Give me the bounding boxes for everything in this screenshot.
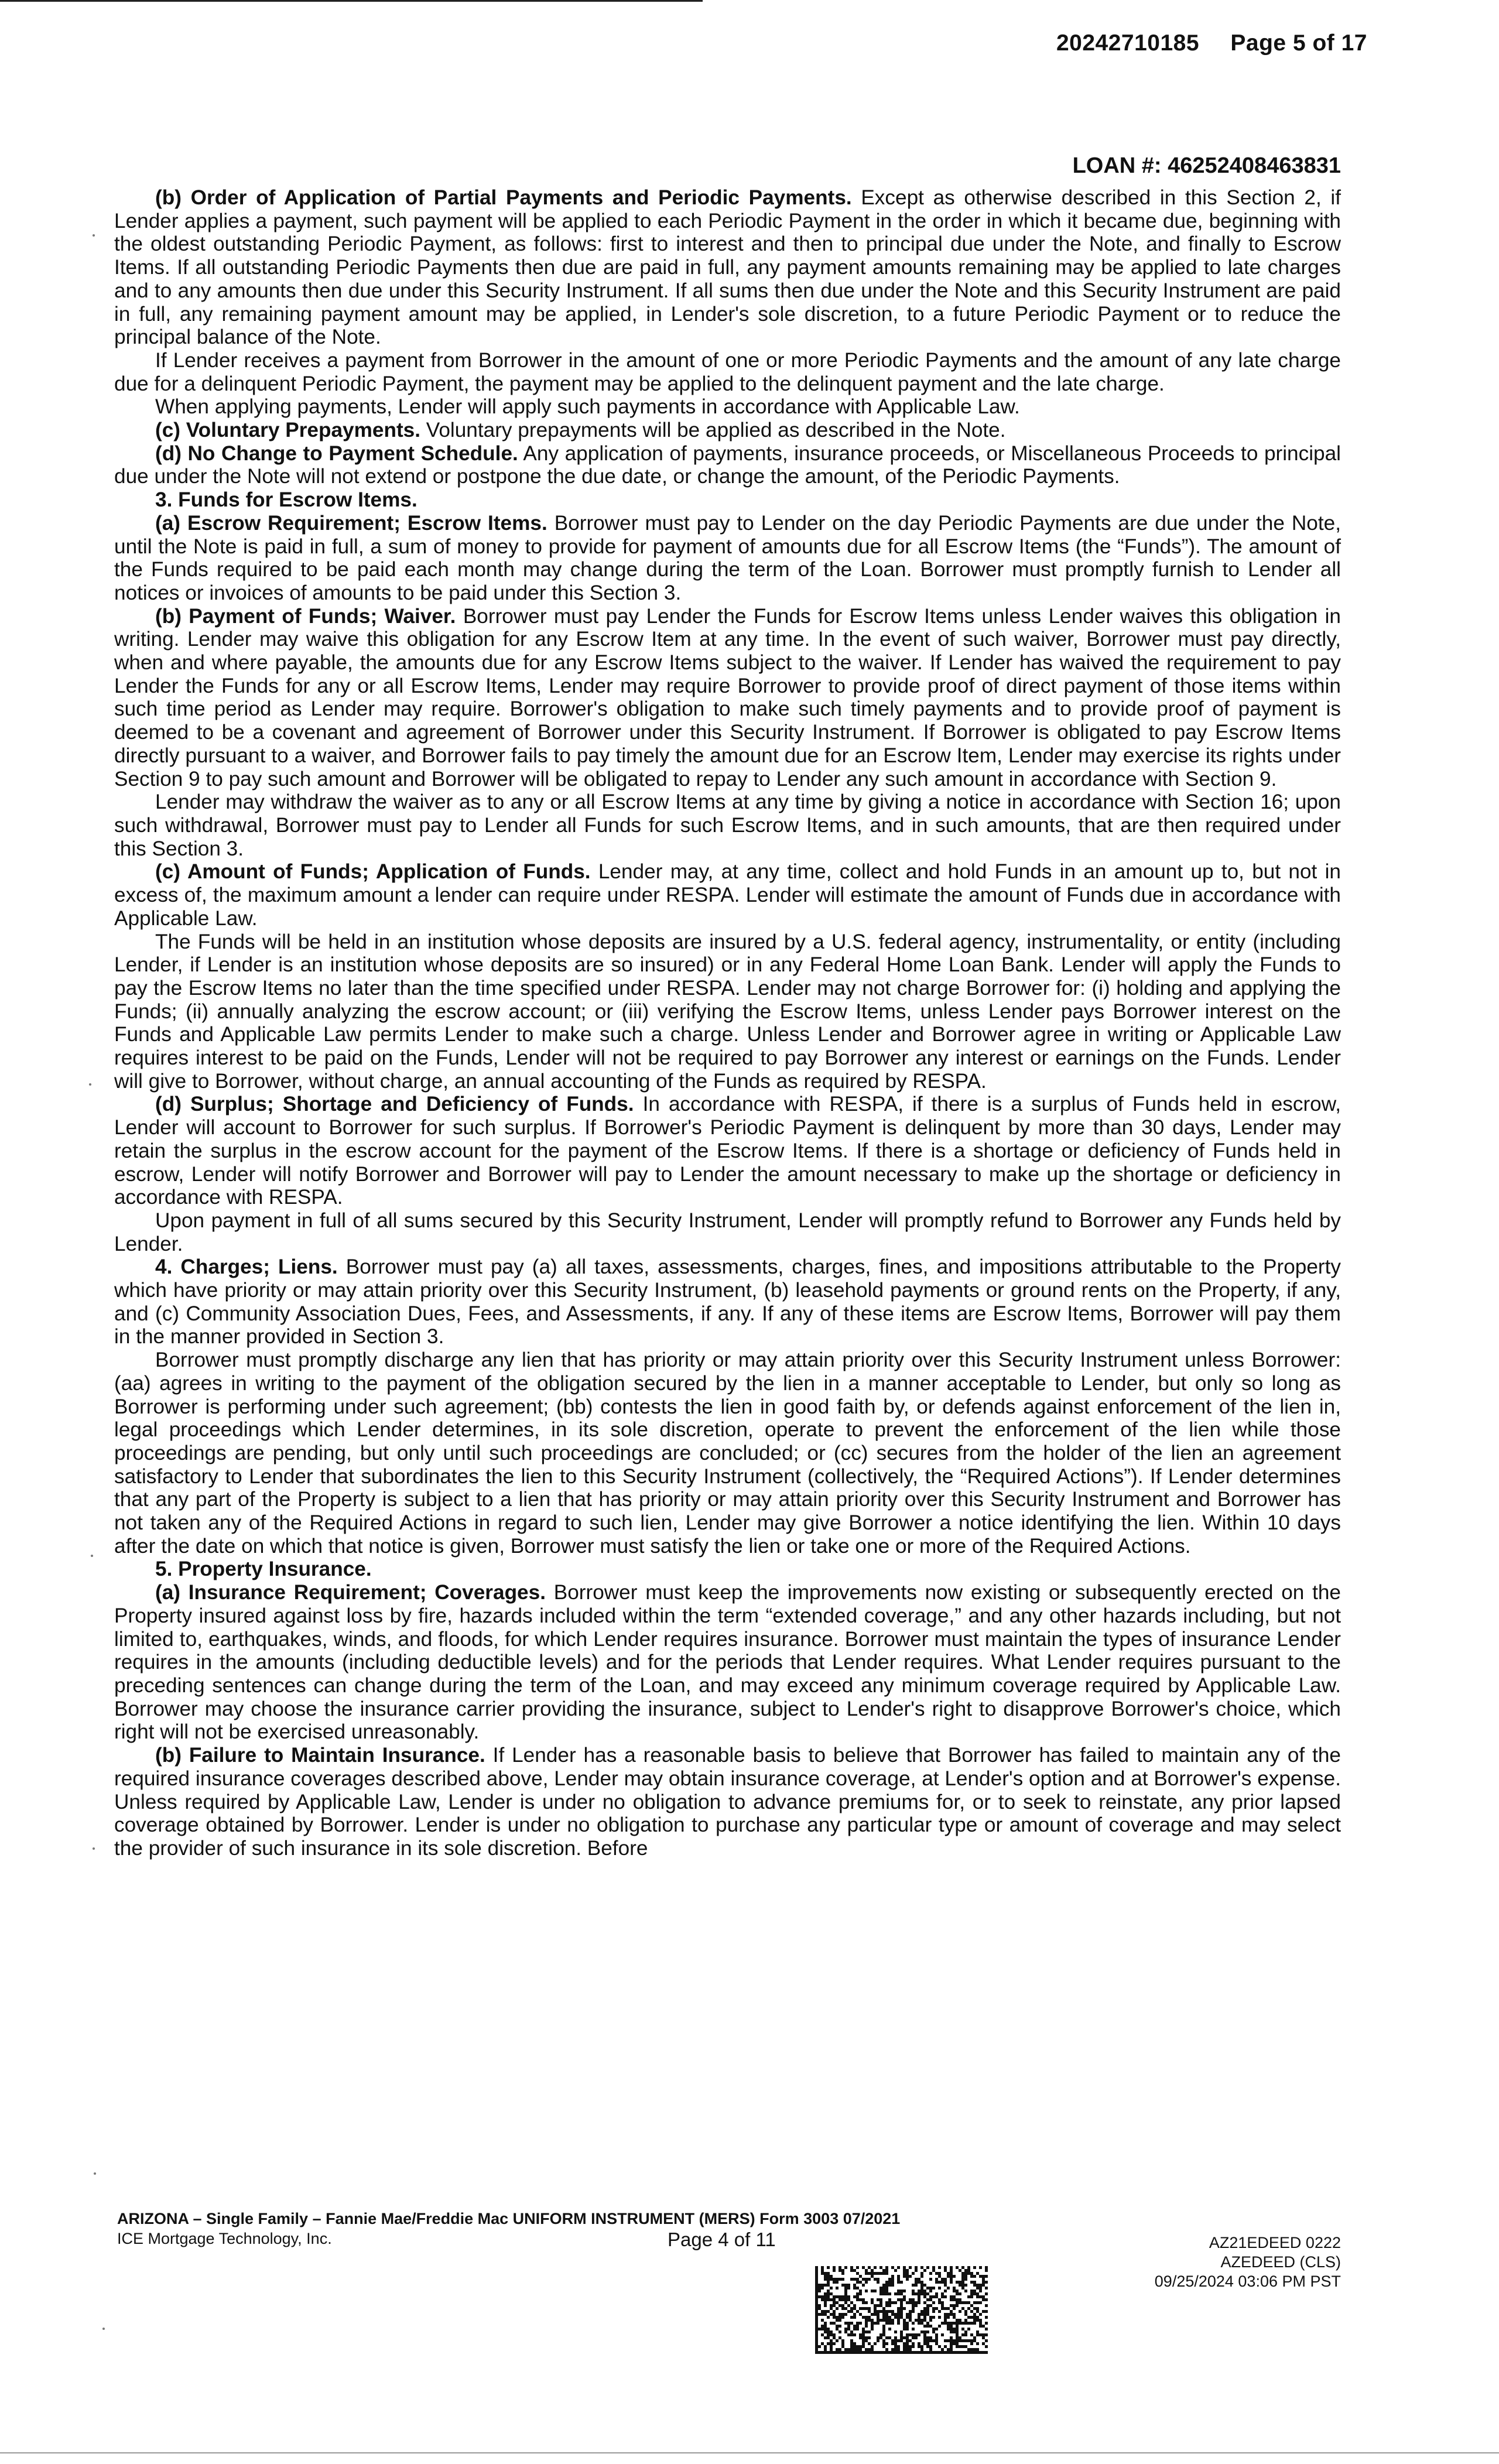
paragraph-heading: (a) Insurance Requirement; Coverages. bbox=[155, 1581, 546, 1604]
paragraph-text: Upon payment in full of all sums secured by this Security Instrument, Lender will promptly refund to Borrower any Funds held by Lender. bbox=[114, 1209, 1341, 1255]
top-scan-line bbox=[0, 0, 703, 2]
paragraph-text: Voluntary prepayments will be applied as described in the Note. bbox=[420, 419, 1006, 442]
paragraph-text: If Lender receives a payment from Borrower in the amount of one or more Periodic Payments and the amount of any late charge due for a delinquent Periodic Payment, the payment may be applied to the delinquent payment and the late charge. bbox=[114, 348, 1341, 395]
paragraph-text: Borrower must promptly discharge any lien that has priority or may attain priority over this Security Instrument unless Borrower: (aa) agrees in writing to the payment of the obligation secured by the lien in a manner acceptable to Lender, but only so long as Borrower is performing under such agreement; (bb) contests the lien in good faith by, or defends against enforcement of the lien in, legal proceedings which Lender determines, in its sole discretion, operate to prevent the enforcement of the lien while those proceedings are pending, but only until such proceedings are concluded; or (cc) secures from the holder of the lien an agreement satisfactory to Lender that subordinates the lien to this Security Instrument (collectively, the “Required Actions”). If Lender determines that any part of the Property is subject to a lien that has priority or may attain priority over this Security Instrument and Borrower has not taken any of the Required Actions in regard to such lien, Lender may give Borrower a notice identifying the lien. Within 10 days after the date on which that notice is given, Borrower must satisfy the lien or take one or more of the Required Actions. bbox=[114, 1349, 1341, 1558]
paragraph bbox=[114, 605, 1341, 791]
paragraph-heading: (d) No Change to Payment Schedule. bbox=[155, 442, 518, 465]
bottom-scan-line bbox=[0, 2452, 1499, 2453]
paragraph-text: Borrower must keep the improvements now existing or subsequently erected on the Property insured against loss by fire, hazards included within the term “extended coverage,” and any other hazards including, but not limited to, earthquakes, winds, and floods, for which Lender requires insurance. Borrower must maintain the types of insurance Lender requires in the amounts (including deductible levels) and for the periods that Lender requires. What Lender requires pursuant to the preceding sentences can change during the term of the Loan, and may exceed any minimum coverage required by Applicable Law. Borrower may choose the insurance carrier providing the insurance, subject to Lender's right to disapprove Borrower's choice, which right will not be exercised unreasonably. bbox=[114, 1581, 1341, 1744]
paragraph bbox=[114, 1209, 1341, 1255]
paragraph bbox=[114, 186, 1341, 349]
paragraph-text: Lender may, at any time, collect and hold Funds in an amount up to, but not in excess of, the maximum amount a lender can require under RESPA. Lender will estimate the amount of Funds due in accordance with Applicable Law. bbox=[114, 860, 1341, 930]
paragraph bbox=[114, 1558, 1341, 1581]
paragraph bbox=[114, 1255, 1341, 1349]
paragraph bbox=[114, 442, 1341, 488]
paragraph-heading: (c) Voluntary Prepayments. bbox=[155, 419, 421, 442]
form-code-1: AZ21EDEED 0222 bbox=[1209, 2234, 1341, 2251]
paragraph bbox=[114, 1581, 1341, 1744]
paragraph-text: Except as otherwise described in this Section 2, if Lender applies a payment, such payment will be applied to each Periodic Payment in the order in which it became due, beginning with the oldest outstanding Periodic Payment, as follows: first to interest and then to principal due under the Note, and finally to Escrow Items. If all outstanding Periodic Payments then due are paid in full, any payment amounts remaining may be applied to late charges and to any amounts then due under this Security Instrument. If all sums then due under the Note and this Security Instrument are paid in full, any remaining payment amount may be applied, in Lender's sole discretion, to a future Periodic Payment or to reduce the principal balance of the Note. bbox=[114, 186, 1341, 349]
form-footer bbox=[117, 2209, 900, 2249]
paragraph bbox=[114, 1093, 1341, 1209]
paragraph-heading: 4. Charges; Liens. bbox=[155, 1255, 338, 1279]
paragraph bbox=[114, 419, 1341, 442]
paragraph-text: If Lender has a reasonable basis to believe that Borrower has failed to maintain any of the required insurance coverages described above, Lender may obtain insurance coverage, at Lender's option and at Borrower's expense. Unless required by Applicable Law, Lender is under no obligation to advance premiums for, or to seek to reinstate, any prior lapsed coverage obtained by Borrower. Lender is under no obligation to purchase any particular type or amount of coverage and may select the provider of such insurance in its sole discretion. Before bbox=[114, 1744, 1341, 1860]
paragraph bbox=[114, 860, 1341, 930]
recording-page-number: Page 5 of 17 bbox=[1230, 30, 1367, 56]
scan-speck bbox=[94, 2172, 96, 2175]
paragraph-heading: (d) Surplus; Shortage and Deficiency of Funds. bbox=[155, 1093, 634, 1116]
paragraph bbox=[114, 790, 1341, 860]
recording-header bbox=[1056, 30, 1367, 56]
paragraph-heading: (b) Failure to Maintain Insurance. bbox=[155, 1744, 485, 1767]
form-timestamp: 09/25/2024 03:06 PM PST bbox=[1154, 2273, 1341, 2290]
scan-speck bbox=[93, 234, 95, 237]
paragraph-heading: (c) Amount of Funds; Application of Funds. bbox=[155, 860, 591, 884]
paragraph bbox=[114, 488, 1341, 512]
paragraph-heading: (a) Escrow Requirement; Escrow Items. bbox=[155, 511, 547, 535]
scan-speck bbox=[89, 1083, 91, 1086]
form-company: ICE Mortgage Technology, Inc. bbox=[117, 2230, 332, 2247]
paragraph-text: In accordance with RESPA, if there is a surplus of Funds held in escrow, Lender will account to Borrower for such surplus. If Borrower's Periodic Payment is delinquent by more than 30 days, Lender may retain the surplus in the escrow account for the payment of the Escrow Items. If there is a shortage or deficiency of Funds held in escrow, Lender will notify Borrower and Borrower will pay to Lender the amount necessary to make up the shortage or deficiency in accordance with RESPA. bbox=[114, 1093, 1341, 1209]
form-description-line bbox=[117, 2209, 900, 2229]
scan-speck bbox=[93, 1847, 95, 1850]
paragraph-text: Any application of payments, insurance proceeds, or Miscellaneous Proceeds to principal due under the Note will not extend or postpone the due date, or change the amount, of the Periodic Payments. bbox=[114, 442, 1341, 488]
paragraph bbox=[114, 395, 1341, 419]
scan-speck bbox=[91, 1555, 93, 1557]
paragraph-text: When applying payments, Lender will apply such payments in accordance with Applicable Law. bbox=[155, 395, 1020, 419]
form-state: ARIZONA bbox=[117, 2210, 189, 2227]
form-codes bbox=[1155, 2233, 1341, 2291]
2d-barcode bbox=[815, 2266, 988, 2354]
paragraph-text: The Funds will be held in an institution whose deposits are insured by a U.S. federal agency, instrumentality, or entity (including Lender, if Lender is an institution whose deposits are so insured) or in any Federal Home Loan Bank. Lender will apply the Funds to pay the Escrow Items no later than the time specified under RESPA. Lender may not charge Borrower for: (i) holding and applying the Funds; (ii) annually analyzing the escrow account; or (iii) verifying the Escrow Items, unless Lender pays Borrower interest on the Funds and Applicable Law permits Lender to make such a charge. Unless Lender and Borrower agree in writing or Applicable Law requires interest to be paid on the Funds, Lender will not be required to pay Borrower any interest or earnings on the Funds. Lender will give to Borrower, without charge, an annual accounting of the Funds as required by RESPA. bbox=[114, 930, 1341, 1093]
paragraph-heading: 3. Funds for Escrow Items. bbox=[155, 488, 417, 512]
paragraph bbox=[114, 349, 1341, 395]
paragraph-text: Lender may withdraw the waiver as to any or all Escrow Items at any time by giving a notice in accordance with Section 16; upon such withdrawal, Borrower must pay to Lender all Funds for such Escrow Items, and in such amounts, that are then required under this Section 3. bbox=[114, 790, 1341, 860]
paragraph-text: Borrower must pay Lender the Funds for Escrow Items unless Lender waives this obligation in writing. Lender may waive this obligation for any Escrow Item at any time. In the event of such waiver, Borrower must pay directly, when and where payable, the amounts due for any Escrow Items subject to the waiver. If Lender has waived the requirement to pay Lender the Funds for any or all Escrow Items, Lender may require Borrower to provide proof of direct payment of those items within such time period as Lender may require. Borrower's obligation to make such timely payments and to provide proof of payment is deemed to be a covenant and agreement of Borrower under this Security Instrument. If Borrower is obligated to pay Escrow Items directly pursuant to a waiver, and Borrower fails to pay timely the amount due for an Escrow Item, Lender may exercise its rights under Section 9 to pay such amount and Borrower will be obligated to repay to Lender any such amount in accordance with Section 9. bbox=[114, 604, 1341, 790]
paragraph bbox=[114, 1349, 1341, 1558]
paragraph-heading: (b) Order of Application of Partial Payments and Periodic Payments. bbox=[155, 186, 852, 209]
form-code-2: AZEDEED (CLS) bbox=[1220, 2253, 1341, 2271]
paragraph-text: Borrower must pay to Lender on the day Periodic Payments are due under the Note, until the Note is paid in full, a sum of money to provide for payment of amounts due for all Escrow Items (the “Funds”). The amount of the Funds required to be paid each month may change during the term of the Loan. Borrower must promptly furnish to Lender all notices or invoices of amounts to be paid under this Section 3. bbox=[114, 511, 1341, 604]
loan-number: LOAN #: 46252408463831 bbox=[1072, 153, 1341, 178]
document-number: 20242710185 bbox=[1056, 30, 1200, 56]
paragraph bbox=[114, 930, 1341, 1093]
paragraph-heading: 5. Property Insurance. bbox=[155, 1558, 372, 1581]
document-body bbox=[114, 186, 1341, 1860]
paragraph bbox=[114, 512, 1341, 605]
paragraph-text: Borrower must pay (a) all taxes, assessments, charges, fines, and impositions attributable to the Property which have priority or may attain priority over this Security Instrument, (b) leasehold payments or ground rents on the Property, if any, and (c) Community Association Dues, Fees, and Assessments, if any. If any of these items are Escrow Items, Borrower will pay them in the manner provided in Section 3. bbox=[114, 1255, 1341, 1349]
scan-speck bbox=[102, 2328, 105, 2330]
form-description: – Single Family – Fannie Mae/Freddie Mac UNIFORM INSTRUMENT (MERS) Form 3003 07/2021 bbox=[189, 2210, 901, 2227]
paragraph-heading: (b) Payment of Funds; Waiver. bbox=[155, 604, 456, 628]
paragraph bbox=[114, 1744, 1341, 1860]
form-page-number: Page 4 of 11 bbox=[668, 2229, 776, 2250]
